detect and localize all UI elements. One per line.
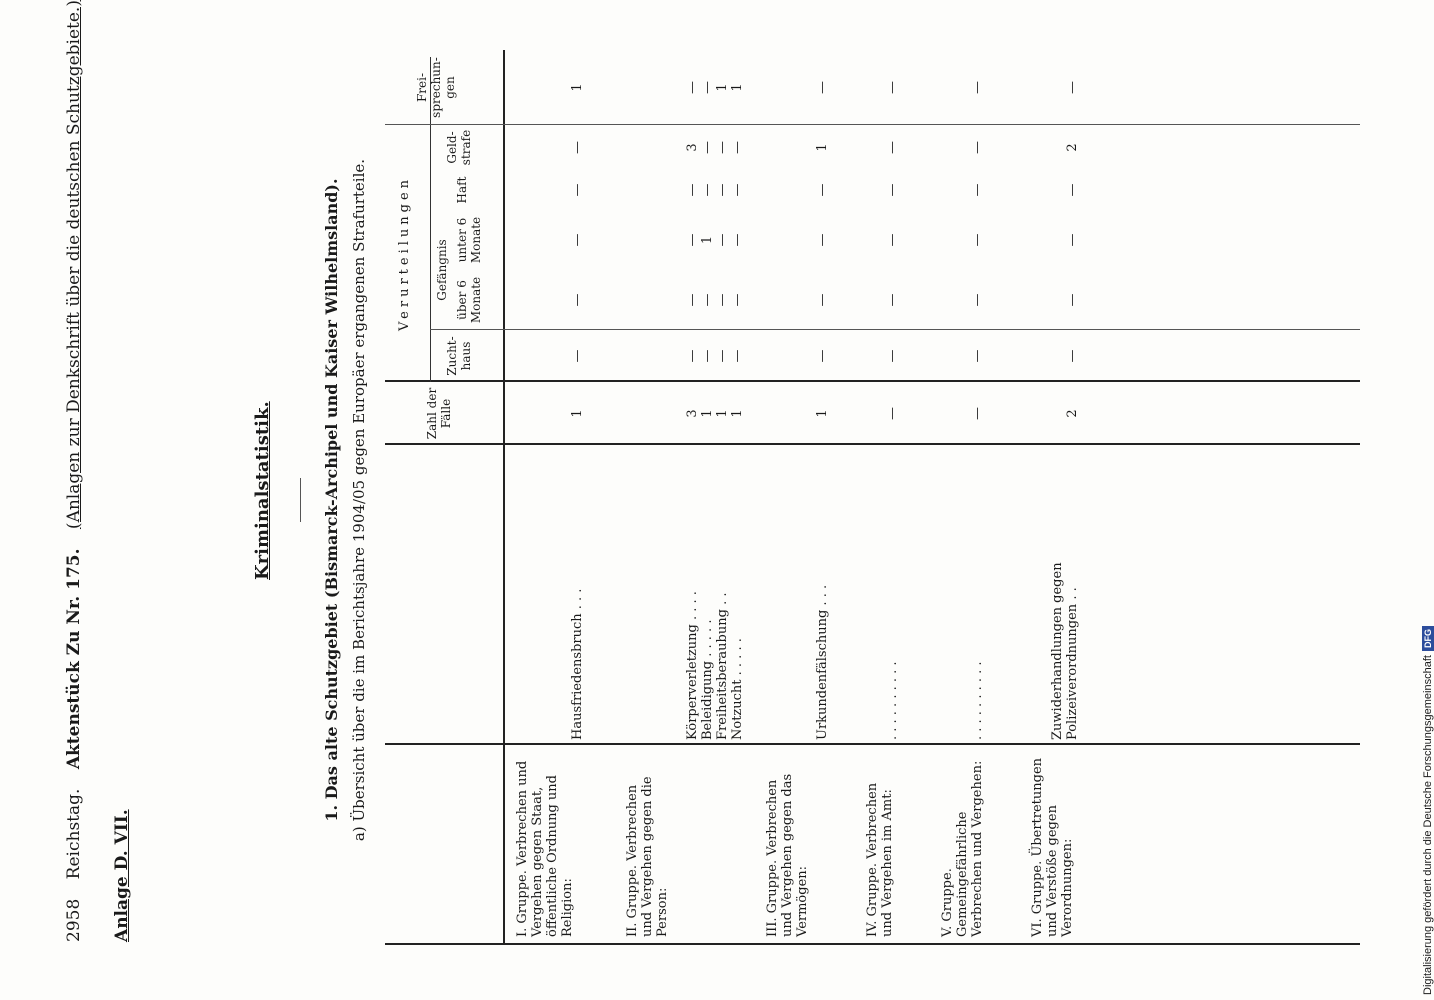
dfg-text: Digitalisierung gefördert durch die Deutsche Forschungsgemeinschaft xyxy=(1422,655,1434,995)
offense-list xyxy=(1050,450,1080,740)
table-rule xyxy=(385,380,1360,382)
table-rule xyxy=(385,443,1360,445)
offense: Beleidigung . . . . . xyxy=(700,619,715,740)
offense-list xyxy=(970,450,985,740)
cell-frei: 1 xyxy=(570,83,585,92)
group-label: V. Gruppe. Gemeingefährliche Verbrechen und Vergehen: xyxy=(940,760,985,937)
header-geldstrafe: Geld- strafe xyxy=(445,129,473,166)
offense-list xyxy=(685,450,745,740)
section-heading: 1. Das alte Schutzgebiet (Bismarck-Archipel und Kaiser Wilhelmsland). xyxy=(322,178,341,822)
cell-frei: — — 1 1 xyxy=(685,81,745,94)
offense: Polizeiverordnungen . . xyxy=(1065,587,1080,740)
header-rule xyxy=(503,50,505,945)
table-rule xyxy=(385,743,1360,745)
anlage-label: Anlage D. VII. xyxy=(112,809,132,942)
group-label: IV. Gruppe. Verbrechen und Vergehen im Amt: xyxy=(865,782,895,937)
cell-frei: — xyxy=(815,81,830,94)
aktenstueck-label: Aktenstück Zu Nr. 175. xyxy=(64,548,84,770)
offense: Notzucht . . . . . xyxy=(730,638,745,740)
cell-faelle: 1 xyxy=(570,409,585,418)
cell-faelle: 2 xyxy=(1065,409,1080,418)
offense: Hausfriedensbruch . . . xyxy=(570,588,585,740)
cell-zuchthaus: — xyxy=(970,349,985,363)
cell-geld: 1 xyxy=(815,143,830,152)
group-label: I. Gruppe. Verbrechen und Vergehen gegen Staat, öffentliche Ordnung und Religion: xyxy=(515,760,575,937)
header-freisprechungen: Frei- sprechun- gen xyxy=(415,57,457,118)
offense: Körperverletzung . . . . xyxy=(685,591,700,740)
cell-unter6: — 1 — — xyxy=(685,233,745,247)
offense-list xyxy=(885,450,900,740)
cell-unter6: — xyxy=(815,233,830,247)
cell-geld: — xyxy=(885,141,900,154)
cell-unter6: — xyxy=(570,233,585,247)
page-header xyxy=(64,0,84,942)
cell-unter6: — xyxy=(970,233,985,247)
cell-haft: — xyxy=(970,183,985,197)
table-rule xyxy=(385,124,1360,125)
page-title: Kriminalstatistik. xyxy=(252,401,273,580)
offense: . . . . . . . . . . xyxy=(970,661,985,740)
cell-unter6: — xyxy=(1065,233,1080,247)
table-rule-left xyxy=(385,943,1360,945)
statistics-table xyxy=(385,50,1360,945)
cell-faelle: 3 1 1 1 xyxy=(685,409,745,418)
annex-title: (Anlagen zur Denkschrift über die deutschen Schutzgebiete.) xyxy=(64,0,84,530)
header-haft: Haft xyxy=(455,176,469,204)
cell-geld: — xyxy=(570,141,585,154)
cell-geld: 2 xyxy=(1065,143,1080,152)
header-zuchthaus: Zucht- haus xyxy=(445,336,473,376)
cell-ueber6: — — — — xyxy=(685,293,745,307)
header-verurteilungen: Verurteilungen xyxy=(397,175,412,332)
offense-list xyxy=(570,450,585,740)
cell-zuchthaus: — — — — xyxy=(685,349,745,363)
cell-zuchthaus: — xyxy=(885,349,900,363)
offense: Urkundenfälschung . . . xyxy=(815,584,830,740)
cell-faelle: 1 xyxy=(815,409,830,418)
cell-frei: — xyxy=(885,81,900,94)
cell-zuchthaus: — xyxy=(570,349,585,363)
group-label: VI. Gruppe. Übertretungen und Verstöße gegen Verordnungen: xyxy=(1030,757,1075,937)
cell-zuchthaus: — xyxy=(815,349,830,363)
running-title: Reichstag. xyxy=(64,788,84,880)
cell-ueber6: — xyxy=(885,293,900,307)
header-gefaengnis: Gefängnis xyxy=(435,239,449,301)
cell-unter6: — xyxy=(885,233,900,247)
group-label: III. Gruppe. Verbrechen und Vergehen gegen das Vermögen: xyxy=(765,773,810,937)
cell-ueber6: — xyxy=(570,293,585,307)
cell-geld: — xyxy=(970,141,985,154)
group-label: II. Gruppe. Verbrechen und Vergehen gegen die Person: xyxy=(625,776,670,937)
offense: Freiheitsberaubung . . xyxy=(715,592,730,740)
cell-haft: — xyxy=(815,183,830,197)
cell-zuchthaus: — xyxy=(1065,349,1080,363)
dfg-credit xyxy=(1418,5,1434,995)
cell-geld: 3 — — — xyxy=(685,141,745,154)
cell-ueber6: — xyxy=(1065,293,1080,307)
cell-ueber6: — xyxy=(815,293,830,307)
cell-faelle: — xyxy=(885,407,900,420)
dfg-logo: DFG xyxy=(1422,626,1434,651)
cell-haft: — xyxy=(885,183,900,197)
page-number: 2958 xyxy=(64,898,84,942)
header-ueber6: über 6 Monate xyxy=(455,276,483,324)
offense: Zuwiderhandlungen gegen xyxy=(1050,562,1065,740)
offense: . . . . . . . . . . xyxy=(885,661,900,740)
header-unter6: unter 6 Monate xyxy=(455,216,483,264)
offense-list xyxy=(815,450,830,740)
cell-haft: — xyxy=(1065,183,1080,197)
cell-frei: — xyxy=(970,81,985,94)
subsection-heading: a) Übersicht über die im Berichtsjahre 1904/05 gegen Europäer ergangenen Strafurteile. xyxy=(350,158,368,842)
cell-frei: — xyxy=(1065,81,1080,94)
cell-haft: — xyxy=(570,183,585,197)
cell-faelle: — xyxy=(970,407,985,420)
title-divider xyxy=(300,478,301,522)
cell-ueber6: — xyxy=(970,293,985,307)
cell-haft: — — — — xyxy=(685,183,745,197)
header-faelle: Zahl der Fälle xyxy=(425,387,453,440)
